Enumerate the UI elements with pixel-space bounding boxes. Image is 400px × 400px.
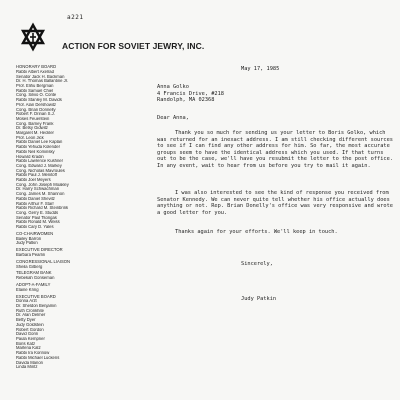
sidebar-name: Cong. Gerry E. Studds: [16, 210, 59, 215]
sidebar-name: Cong. Silvio O. Conte: [16, 93, 57, 98]
sidebar-name: Dr. H. Thomas Ballantine Jr.: [16, 79, 69, 84]
sidebar-name: Rebekah Gonseman: [16, 276, 55, 281]
sidebar-name: Betty Dyer: [16, 318, 36, 323]
sidebar-name: Rabbi Ira Korinow: [16, 351, 50, 356]
sidebar-name: Robert F. Drinan S.J.: [16, 112, 55, 117]
sidebar-name: Judy Goldstein: [16, 322, 44, 327]
sidebar-name: David Gorin: [16, 332, 39, 337]
sidebar-name: Prof. Leon Jick: [16, 135, 44, 140]
recipient-city: Randolph, MA 02368: [157, 97, 215, 104]
recipient-address: [157, 84, 224, 104]
sidebar-name: Cong. Brian Donnelly: [16, 107, 56, 112]
letter-paragraph: Thank you so much for sending us your letter to Boris Golko, which was returned for an inexact address. I am still checking different sources to see if I can find any other address for him. So far, the most accurate groups seem to have the identical address which you used. If that turns out to be the case, we'll have you resubmit the letter to the post office. In any event, wait to hear from us before you try to mail it again.: [157, 130, 393, 169]
sidebar-name: Rabbi Lawrence Kushner: [16, 159, 64, 164]
sidebar-name: Linda Mintz: [16, 365, 38, 370]
sidebar-name: Margaret M. Heckler: [16, 131, 54, 136]
sidebar-section: [16, 283, 94, 292]
sidebar-name: Rabbi Yehuda Kolender: [16, 145, 61, 150]
sidebar-name: Barbara Pearlin: [16, 252, 46, 257]
signer-name: Judy Patkin: [241, 296, 277, 302]
sidebar-name: Rabbi Joel Meyers: [16, 178, 51, 183]
sidebar-name: Rabbi Albert Axelrad: [16, 69, 54, 74]
sidebar-name: Rabbi Stanley M. Davids: [16, 98, 62, 103]
sidebar-name: Rabbi Paul J. Menitoff: [16, 173, 57, 178]
sidebar-name: Rabbi Richard M. Steinbrink: [16, 206, 69, 211]
sidebar-heading: HONORARY BOARD: [16, 64, 57, 70]
sidebar-name: Cong. Barney Frank: [16, 121, 54, 126]
sidebar-section: [16, 260, 94, 269]
letterhead-sidebar: [16, 63, 94, 370]
sidebar-name: Howard Kradin: [16, 154, 44, 159]
sidebar-name: Cong. John Joseph Moakley: [16, 182, 69, 187]
sidebar-name: Cong. Edward J. Markey: [16, 163, 62, 168]
organization-title: ACTION FOR SOVIET JEWRY, INC.: [62, 41, 205, 51]
sidebar-name: Boris Katz: [16, 341, 36, 346]
salutation: Dear Anna,: [157, 115, 189, 121]
sidebar-name: Prof. Alan Dershowitz: [16, 102, 57, 107]
sidebar-name: Dr. Betsy Gidwitz: [16, 126, 48, 131]
sidebar-section: [16, 271, 94, 280]
sidebar-section: [16, 65, 94, 230]
sidebar-name: Bailey Barron: [16, 236, 42, 241]
sidebar-name: Senator Paul Tsongas: [16, 215, 57, 220]
sidebar-name: Rabbi Daniel Shevitz: [16, 196, 55, 201]
sidebar-name: Rabbi Neil Kominsky: [16, 149, 55, 154]
sidebar-name: Donna Arzt: [16, 299, 37, 304]
sidebar-name: Rabbi Michael Luckens: [16, 355, 60, 360]
document-id: a221: [67, 14, 84, 21]
sidebar-name: Rabbi Ronald M. Weiss: [16, 220, 60, 225]
sidebar-name: Rabbi Samuel Chiel: [16, 88, 54, 93]
recipient-street: 4 Francis Drive, #218: [157, 90, 224, 97]
sidebar-name: Prof. Elihu Bergman: [16, 84, 54, 88]
sidebar-name: Dr. Alan Delmer: [16, 313, 46, 318]
sidebar-heading: EXECUTIVE DIRECTOR: [16, 247, 63, 253]
sidebar-section: [16, 248, 94, 257]
sidebar-name: Cong. Nicholas Mavroules: [16, 168, 65, 173]
sidebar-name: Moses Feuerstein: [16, 116, 50, 121]
sidebar-name: Dr. Sheldon Benjamin: [16, 304, 57, 309]
recipient-name: Anna Golko: [157, 84, 189, 90]
sidebar-name: Rabbi Cary D. Yales: [16, 225, 54, 230]
sidebar-name: Ruth Cronkhite: [16, 308, 44, 313]
letter-date: May 17, 1985: [241, 66, 280, 72]
letter-paragraph: Thanks again for your efforts. We'll keep in touch.: [175, 229, 338, 235]
sidebar-section: [16, 232, 94, 246]
sidebar-name: Marlena Katz: [16, 346, 41, 351]
sidebar-name: Sheila Gilberg: [16, 264, 43, 269]
sidebar-name: Senator Jack H. Backman: [16, 74, 65, 79]
sidebar-name: Cong. James M. Shannon: [16, 192, 65, 197]
sidebar-heading: CO-CHAIRWOMEN: [16, 230, 54, 236]
sidebar-name: Rabbi Daniel Lee Kaplan: [16, 140, 63, 145]
letter-paragraph: I was also interested to see the kind of response you received from Senator Kennedy. We can never quite tell whether his office actually does anything or not. Rep. Brian Donelly's office was very responsive and wrote a good letter for you.: [157, 190, 393, 216]
sidebar-name: Paula Kempner: [16, 336, 45, 341]
sidebar-heading: CONGRESSIONAL LIAISON: [16, 258, 71, 264]
sidebar-heading: ADOPT-A-FAMILY: [16, 282, 51, 288]
sidebar-heading: EXECUTIVE BOARD: [16, 293, 56, 299]
star-of-david-logo: [18, 22, 48, 56]
sidebar-name: Judy Patkin: [16, 241, 38, 246]
sidebar-name: Robert Gordon: [16, 327, 44, 332]
closing: Sincerely,: [241, 261, 273, 267]
sidebar-heading: TELEGRAM BANK: [16, 270, 52, 276]
sidebar-name: Dr. Harry Schwachman: [16, 187, 60, 192]
sidebar-section: [16, 295, 94, 370]
sidebar-name: Elaine Kring: [16, 287, 39, 292]
sidebar-name: Rabbi Arthur F. Starr: [16, 201, 54, 206]
sidebar-name: Davida Manon: [16, 360, 44, 365]
